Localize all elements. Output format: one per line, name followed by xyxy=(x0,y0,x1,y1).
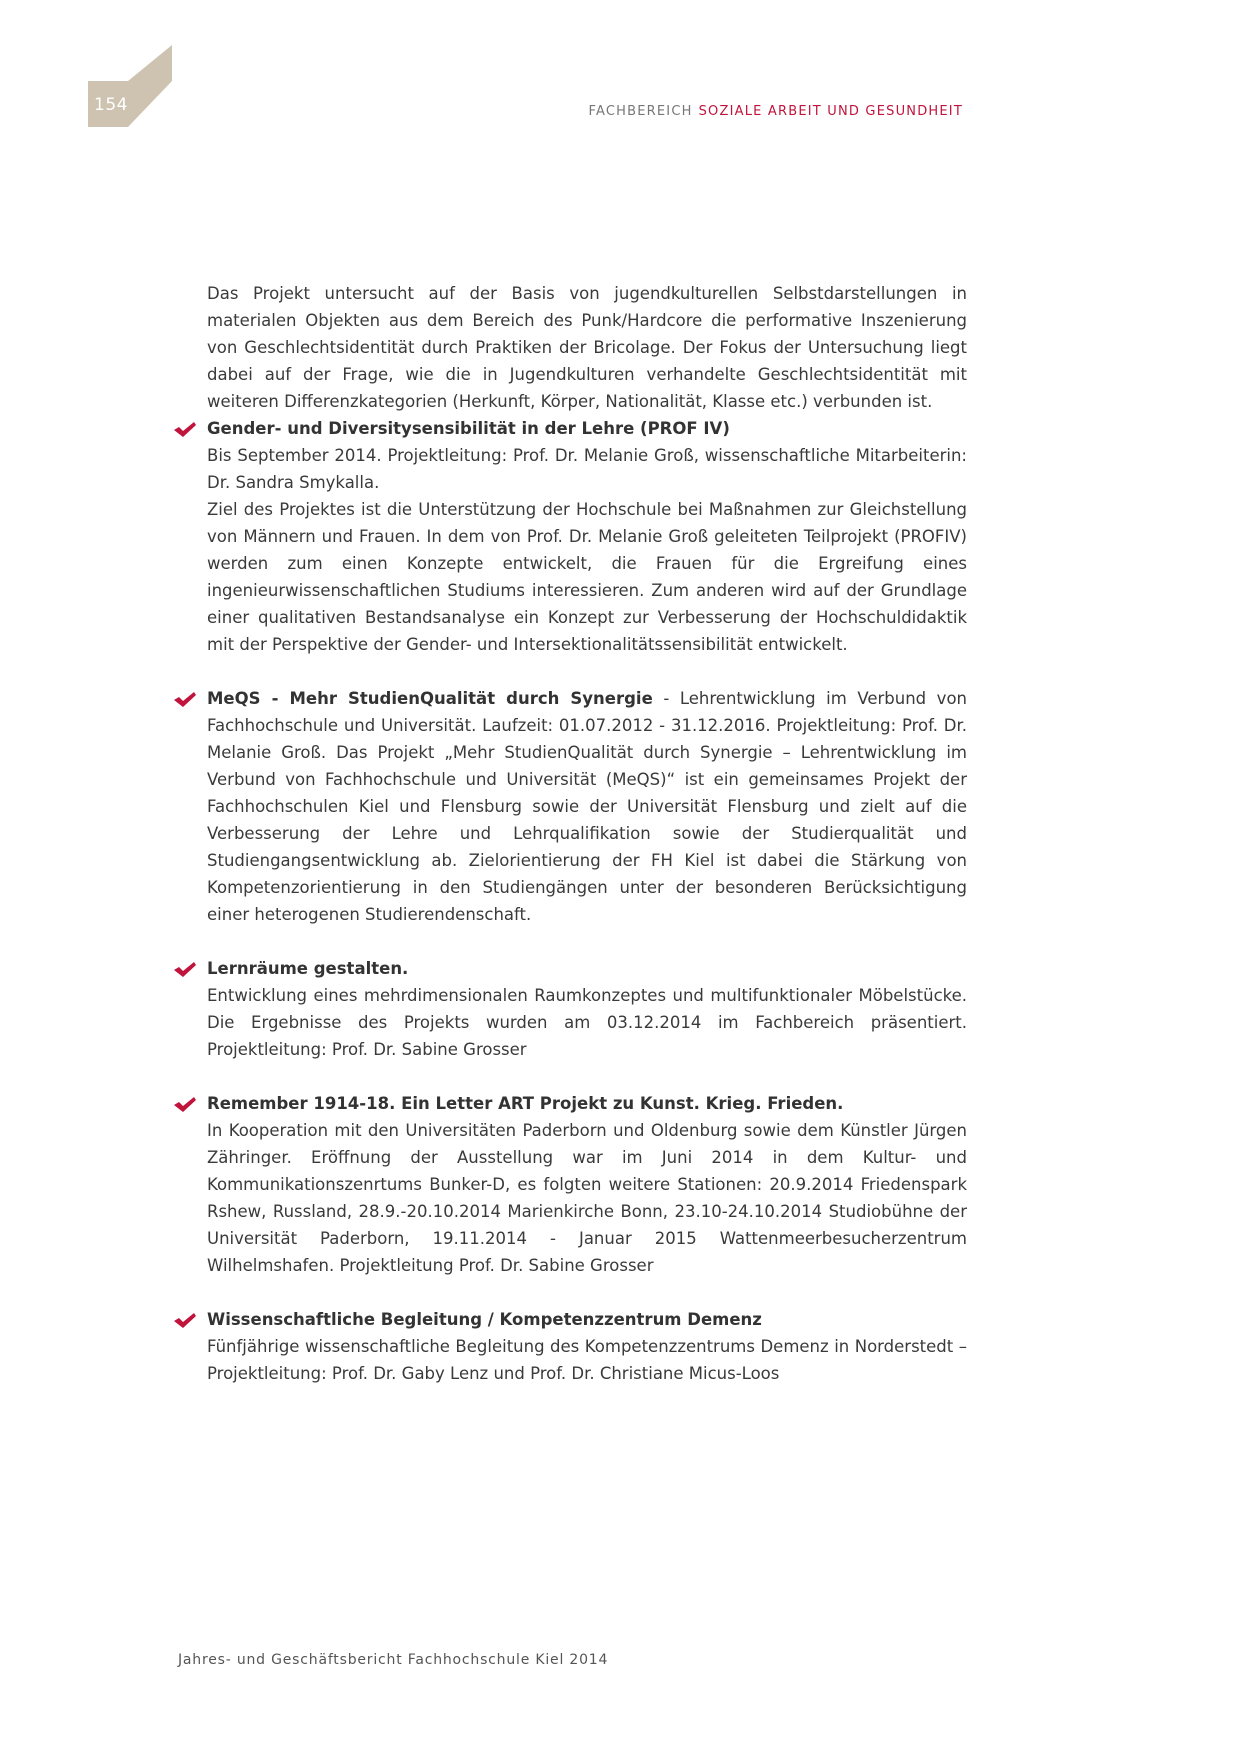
project-entry xyxy=(207,685,967,928)
red-arrow-icon xyxy=(174,691,196,707)
project-title: Lernräume gestalten. xyxy=(207,959,409,978)
project-entry xyxy=(207,1306,967,1387)
project-description: In Kooperation mit den Universitäten Paderborn und Oldenburg sowie dem Künstler Jürgen Zähringer. Eröffnung der Ausstellung war im Juni 2014 in dem Kultur- und Kommunikationszenrtums Bunker-D, es folgten weitere Stationen: 20.9.2014 Friedenspark Rshew, Russland, 28.9.-20.10.2014 Marienkirche Bonn, 23.10-24.10.2014 Studiobühne der Universität Paderborn, 19.11.2014 - Januar 2015 Wattenmeerbesucherzentrum Wilhelmshafen. Projektleitung Prof. Dr. Sabine Grosser xyxy=(207,1121,967,1275)
project-description: Bis September 2014. Projektleitung: Prof. Dr. Melanie Groß, wissenschaftliche Mitarbeiterin: Dr. Sandra Smykalla. xyxy=(207,446,967,492)
project-description-extended: Ziel des Projektes ist die Unterstützung der Hochschule bei Maßnahmen zur Gleichstellung von Männern und Frauen. In dem von Prof. Dr. Melanie Groß geleiteten Teilprojekt (PROFIV) werden zum einen Konzepte entwickelt, die Frauen für die Ergreifung eines ingenieurwissenschaftlichen Studiums interessieren. Zum anderen wird auf der Grundlage einer qualitativen Bestandsanalyse ein Konzept zur Verbesserung der Hochschuldidaktik mit der Perspektive der Gender- und Intersektionalitätssensibilität entwickelt. xyxy=(207,500,967,654)
project-entry xyxy=(207,955,967,1063)
project-title: MeQS - Mehr StudienQualität durch Synergie xyxy=(207,689,653,708)
page-footer: Jahres- und Geschäftsbericht Fachhochschule Kiel 2014 xyxy=(178,1652,609,1668)
project-title: Wissenschaftliche Begleitung / Kompetenzzentrum Demenz xyxy=(207,1310,762,1329)
red-arrow-icon xyxy=(174,421,196,437)
project-description: Fünfjährige wissenschaftliche Begleitung des Kompetenzzentrums Demenz in Norderstedt – Projektleitung: Prof. Dr. Gaby Lenz und Prof. Dr. Christiane Micus-Loos xyxy=(207,1337,967,1383)
red-arrow-icon xyxy=(174,1312,196,1328)
project-title: Gender- und Diversitysensibilität in der Lehre (PROF IV) xyxy=(207,419,730,438)
project-description: - Lehrentwicklung im Verbund von Fachhochschule und Universität. Laufzeit: 01.07.2012 - 31.12.2016. Projektleitung: Prof. Dr. Melanie Groß. Das Projekt „Mehr StudienQualität durch Synergie – Lehrentwicklung im Verbund von Fachhochschule und Universität (MeQS)“ ist ein gemeinsames Projekt der Fachhochschulen Kiel und Flensburg sowie der Universität Flensburg und zielt auf die Verbesserung der Lehre und Lehrqualifikation sowie der Studierqualität und Studiengangsentwicklung ab. Zielorientierung der FH Kiel ist dabei die Stärkung von Kompetenzorientierung in den Studiengängen unter der besonderen Berücksichtigung einer heterogenen Studierendenschaft. xyxy=(207,689,967,924)
department-label: FACHBEREICH xyxy=(588,104,693,119)
project-entry xyxy=(207,1090,967,1279)
red-arrow-icon xyxy=(174,961,196,977)
department-name: SOZIALE ARBEIT UND GESUNDHEIT xyxy=(698,104,963,119)
project-entry xyxy=(207,415,967,658)
section-header xyxy=(589,104,964,119)
intro-paragraph: Das Projekt untersucht auf der Basis von jugendkulturellen Selbstdarstellungen in materialen Objekten aus dem Bereich des Punk/Hardcore die performative Inszenierung von Geschlechtsidentität durch Praktiken der Bricolage. Der Fokus der Untersuchung liegt dabei auf der Frage, wie die in Jugendkulturen verhandelte Geschlechtsidentität mit weiteren Differenzkategorien (Herkunft, Körper, Nationalität, Klasse etc.) verbunden ist. xyxy=(207,284,967,411)
red-arrow-icon xyxy=(174,1096,196,1112)
project-title: Remember 1914-18. Ein Letter ART Projekt zu Kunst. Krieg. Frieden. xyxy=(207,1094,844,1113)
page-number: 154 xyxy=(94,95,128,115)
project-description: Entwicklung eines mehrdimensionalen Raumkonzeptes und multifunktionaler Möbelstücke. Die Ergebnisse des Projekts wurden am 03.12.2014 im Fachbereich präsentiert. Projektleitung: Prof. Dr. Sabine Grosser xyxy=(207,986,967,1059)
main-content xyxy=(207,280,967,1414)
page-number-badge xyxy=(88,45,172,127)
